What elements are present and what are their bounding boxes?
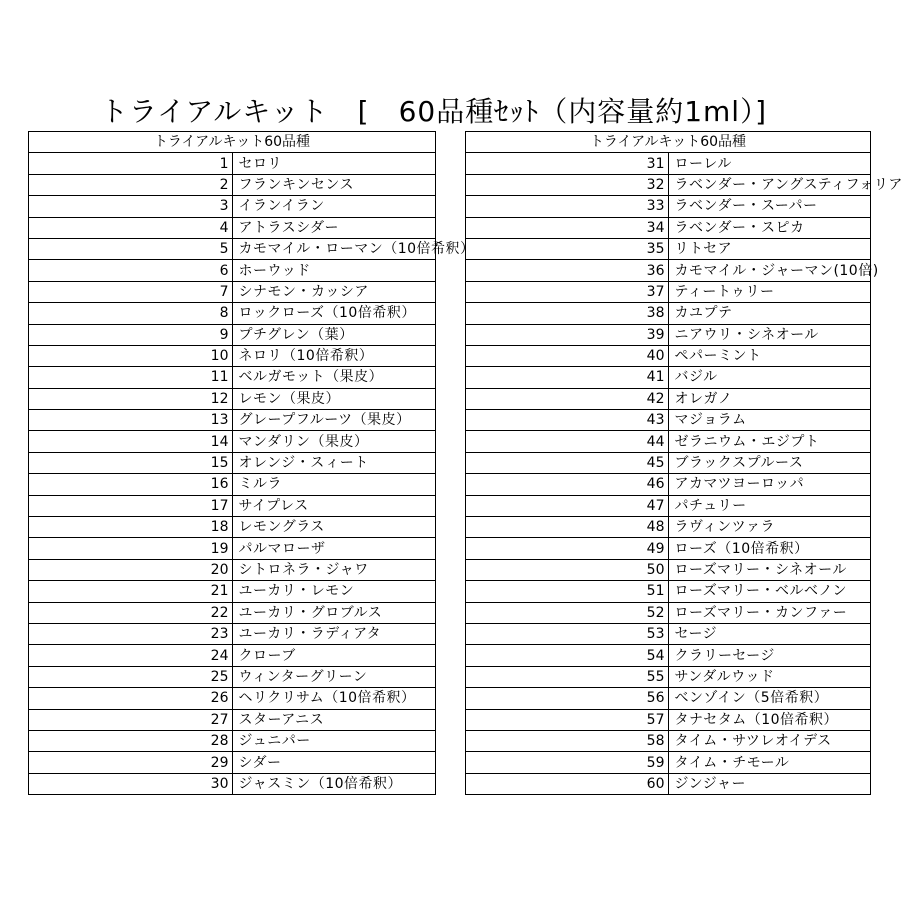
item-number: 43 bbox=[466, 410, 669, 431]
item-name: ベルガモット（果皮） bbox=[232, 367, 436, 388]
table-row bbox=[29, 645, 436, 666]
item-name: カユプテ bbox=[668, 303, 871, 324]
table-row bbox=[466, 281, 871, 302]
table-row bbox=[29, 602, 436, 623]
table-row bbox=[29, 303, 436, 324]
item-number: 47 bbox=[466, 495, 669, 516]
table-row bbox=[29, 238, 436, 259]
item-name: フランキンセンス bbox=[232, 174, 436, 195]
item-number: 56 bbox=[466, 688, 669, 709]
item-number: 53 bbox=[466, 623, 669, 644]
item-number: 60 bbox=[466, 773, 669, 794]
item-name: プチグレン（葉） bbox=[232, 324, 436, 345]
item-number: 3 bbox=[29, 196, 233, 217]
item-name: ペパーミント bbox=[668, 345, 871, 366]
item-number: 29 bbox=[29, 752, 233, 773]
item-name: カモマイル・ジャーマン(10倍) bbox=[668, 260, 871, 281]
table-row bbox=[29, 559, 436, 580]
item-name: ロックローズ（10倍希釈） bbox=[232, 303, 436, 324]
table-row bbox=[466, 367, 871, 388]
item-number: 49 bbox=[466, 538, 669, 559]
item-number: 55 bbox=[466, 666, 669, 687]
item-number: 59 bbox=[466, 752, 669, 773]
table-row bbox=[29, 174, 436, 195]
item-number: 7 bbox=[29, 281, 233, 302]
table-row bbox=[466, 773, 871, 794]
item-number: 1 bbox=[29, 153, 233, 174]
table-row bbox=[466, 730, 871, 751]
item-name: ローズマリー・カンファー bbox=[668, 602, 871, 623]
item-number: 11 bbox=[29, 367, 233, 388]
item-number: 45 bbox=[466, 452, 669, 473]
item-name: ローズマリー・ベルベノン bbox=[668, 581, 871, 602]
item-name: ホーウッド bbox=[232, 260, 436, 281]
table-row bbox=[29, 410, 436, 431]
item-name: レモングラス bbox=[232, 517, 436, 538]
item-number: 24 bbox=[29, 645, 233, 666]
item-number: 33 bbox=[466, 196, 669, 217]
item-number: 50 bbox=[466, 559, 669, 580]
item-number: 57 bbox=[466, 709, 669, 730]
item-number: 30 bbox=[29, 773, 233, 794]
item-name: ネロリ（10倍希釈） bbox=[232, 345, 436, 366]
table-row bbox=[29, 153, 436, 174]
item-number: 42 bbox=[466, 388, 669, 409]
table-row bbox=[466, 645, 871, 666]
item-name: ローズマリー・シネオール bbox=[668, 559, 871, 580]
table-row bbox=[29, 281, 436, 302]
item-name: ジュニパー bbox=[232, 730, 436, 751]
table-row bbox=[29, 495, 436, 516]
item-name: シナモン・カッシア bbox=[232, 281, 436, 302]
table-row bbox=[466, 345, 871, 366]
item-name: ニアウリ・シネオール bbox=[668, 324, 871, 345]
item-name: ティートゥリー bbox=[668, 281, 871, 302]
item-name: セージ bbox=[668, 623, 871, 644]
table-row bbox=[29, 666, 436, 687]
item-number: 28 bbox=[29, 730, 233, 751]
item-number: 19 bbox=[29, 538, 233, 559]
item-number: 20 bbox=[29, 559, 233, 580]
item-name: タイム・チモール bbox=[668, 752, 871, 773]
item-number: 37 bbox=[466, 281, 669, 302]
item-name: マジョラム bbox=[668, 410, 871, 431]
table-row bbox=[29, 452, 436, 473]
table-row bbox=[466, 474, 871, 495]
item-number: 46 bbox=[466, 474, 669, 495]
table-body-right bbox=[466, 153, 903, 795]
item-name: シトロネラ・ジャワ bbox=[232, 559, 436, 580]
item-number: 35 bbox=[466, 238, 669, 259]
item-number: 48 bbox=[466, 517, 669, 538]
item-name: ジャスミン（10倍希釈） bbox=[232, 773, 436, 794]
item-number: 17 bbox=[29, 495, 233, 516]
item-number: 6 bbox=[29, 260, 233, 281]
table-row bbox=[466, 324, 871, 345]
table-row bbox=[466, 153, 871, 174]
table-row bbox=[466, 388, 871, 409]
item-number: 8 bbox=[29, 303, 233, 324]
item-number: 41 bbox=[466, 367, 669, 388]
item-number: 14 bbox=[29, 431, 233, 452]
item-number: 40 bbox=[466, 345, 669, 366]
table-row bbox=[466, 196, 871, 217]
table-row bbox=[29, 623, 436, 644]
item-name: マンダリン（果皮） bbox=[232, 431, 436, 452]
item-number: 4 bbox=[29, 217, 233, 238]
page-title: トライアルキット [ 60品種ｾｯﾄ（内容量約1ml）] bbox=[100, 95, 767, 128]
table-row bbox=[29, 773, 436, 794]
item-number: 10 bbox=[29, 345, 233, 366]
item-name: バジル bbox=[668, 367, 871, 388]
item-name: タナセタム（10倍希釈） bbox=[668, 709, 871, 730]
item-name: アカマツヨーロッパ bbox=[668, 474, 871, 495]
table-row bbox=[466, 303, 871, 324]
table-row bbox=[29, 688, 436, 709]
table-header: トライアルキット60品種 bbox=[466, 132, 871, 153]
item-name: ゼラニウム・エジプト bbox=[668, 431, 871, 452]
item-name: タイム・サツレオイデス bbox=[668, 730, 871, 751]
item-name: スターアニス bbox=[232, 709, 436, 730]
table-row bbox=[29, 517, 436, 538]
item-number: 23 bbox=[29, 623, 233, 644]
item-name: ローレル bbox=[668, 153, 871, 174]
item-number: 2 bbox=[29, 174, 233, 195]
table-row bbox=[466, 623, 871, 644]
item-number: 31 bbox=[466, 153, 669, 174]
table-row bbox=[466, 238, 871, 259]
item-name: ヘリクリサム（10倍希釈） bbox=[232, 688, 436, 709]
item-number: 9 bbox=[29, 324, 233, 345]
item-name: セロリ bbox=[232, 153, 436, 174]
item-name: ウィンターグリーン bbox=[232, 666, 436, 687]
item-name: パチュリー bbox=[668, 495, 871, 516]
item-name: レモン（果皮） bbox=[232, 388, 436, 409]
table-row bbox=[29, 730, 436, 751]
item-number: 32 bbox=[466, 174, 669, 195]
item-number: 34 bbox=[466, 217, 669, 238]
item-name: ラヴィンツァラ bbox=[668, 517, 871, 538]
item-name: ユーカリ・ラディアタ bbox=[232, 623, 436, 644]
item-name: ユーカリ・グロブルス bbox=[232, 602, 436, 623]
item-name: リトセア bbox=[668, 238, 871, 259]
table-row bbox=[466, 752, 871, 773]
table-row bbox=[29, 388, 436, 409]
table-body-left bbox=[29, 153, 475, 795]
item-name: ローズ（10倍希釈） bbox=[668, 538, 871, 559]
table-header: トライアルキット60品種 bbox=[29, 132, 436, 153]
item-name: ジンジャー bbox=[668, 773, 871, 794]
table-row bbox=[466, 688, 871, 709]
table-row bbox=[29, 431, 436, 452]
item-number: 44 bbox=[466, 431, 669, 452]
item-number: 16 bbox=[29, 474, 233, 495]
item-number: 15 bbox=[29, 452, 233, 473]
table-row bbox=[466, 538, 871, 559]
item-name: ユーカリ・レモン bbox=[232, 581, 436, 602]
table-row bbox=[466, 174, 871, 195]
item-name: ブラックスプルース bbox=[668, 452, 871, 473]
item-number: 5 bbox=[29, 238, 233, 259]
item-number: 54 bbox=[466, 645, 669, 666]
item-number: 52 bbox=[466, 602, 669, 623]
product-table-left bbox=[28, 131, 475, 795]
table-row bbox=[466, 431, 871, 452]
table-row bbox=[29, 260, 436, 281]
table-row bbox=[466, 559, 871, 580]
item-name: シダー bbox=[232, 752, 436, 773]
item-name: パルマローザ bbox=[232, 538, 436, 559]
item-number: 13 bbox=[29, 410, 233, 431]
item-name: オレガノ bbox=[668, 388, 871, 409]
table-row bbox=[466, 217, 871, 238]
item-name: サンダルウッド bbox=[668, 666, 871, 687]
item-number: 12 bbox=[29, 388, 233, 409]
table-row bbox=[29, 538, 436, 559]
item-number: 27 bbox=[29, 709, 233, 730]
item-name: ベンゾイン（5倍希釈） bbox=[668, 688, 871, 709]
item-number: 36 bbox=[466, 260, 669, 281]
table-row bbox=[466, 666, 871, 687]
item-name: クラリーセージ bbox=[668, 645, 871, 666]
item-number: 21 bbox=[29, 581, 233, 602]
product-table-right bbox=[465, 131, 903, 795]
item-number: 58 bbox=[466, 730, 669, 751]
table-row bbox=[466, 410, 871, 431]
item-number: 39 bbox=[466, 324, 669, 345]
table-row bbox=[466, 709, 871, 730]
item-number: 18 bbox=[29, 517, 233, 538]
table-row bbox=[29, 367, 436, 388]
item-name: イランイラン bbox=[232, 196, 436, 217]
table-row bbox=[29, 581, 436, 602]
table-row bbox=[466, 581, 871, 602]
item-number: 26 bbox=[29, 688, 233, 709]
item-name: ミルラ bbox=[232, 474, 436, 495]
item-name: グレープフルーツ（果皮） bbox=[232, 410, 436, 431]
item-number: 38 bbox=[466, 303, 669, 324]
item-name: オレンジ・スィート bbox=[232, 452, 436, 473]
item-name: カモマイル・ローマン（10倍希釈） bbox=[232, 238, 436, 259]
table-row bbox=[466, 452, 871, 473]
table-row bbox=[466, 495, 871, 516]
table-row bbox=[29, 196, 436, 217]
table-row bbox=[466, 517, 871, 538]
table-row bbox=[29, 709, 436, 730]
item-number: 22 bbox=[29, 602, 233, 623]
table-row bbox=[29, 217, 436, 238]
item-name: クローブ bbox=[232, 645, 436, 666]
item-name: アトラスシダー bbox=[232, 217, 436, 238]
item-name: ラベンダー・スーパー bbox=[668, 196, 871, 217]
table-row bbox=[29, 324, 436, 345]
table-row bbox=[29, 752, 436, 773]
table-row bbox=[466, 602, 871, 623]
item-name: ラベンダー・アングスティフォリア bbox=[668, 174, 871, 195]
table-row bbox=[29, 474, 436, 495]
item-name: ラベンダー・スピカ bbox=[668, 217, 871, 238]
item-number: 51 bbox=[466, 581, 669, 602]
table-row bbox=[466, 260, 871, 281]
table-row bbox=[29, 345, 436, 366]
item-name: サイプレス bbox=[232, 495, 436, 516]
item-number: 25 bbox=[29, 666, 233, 687]
